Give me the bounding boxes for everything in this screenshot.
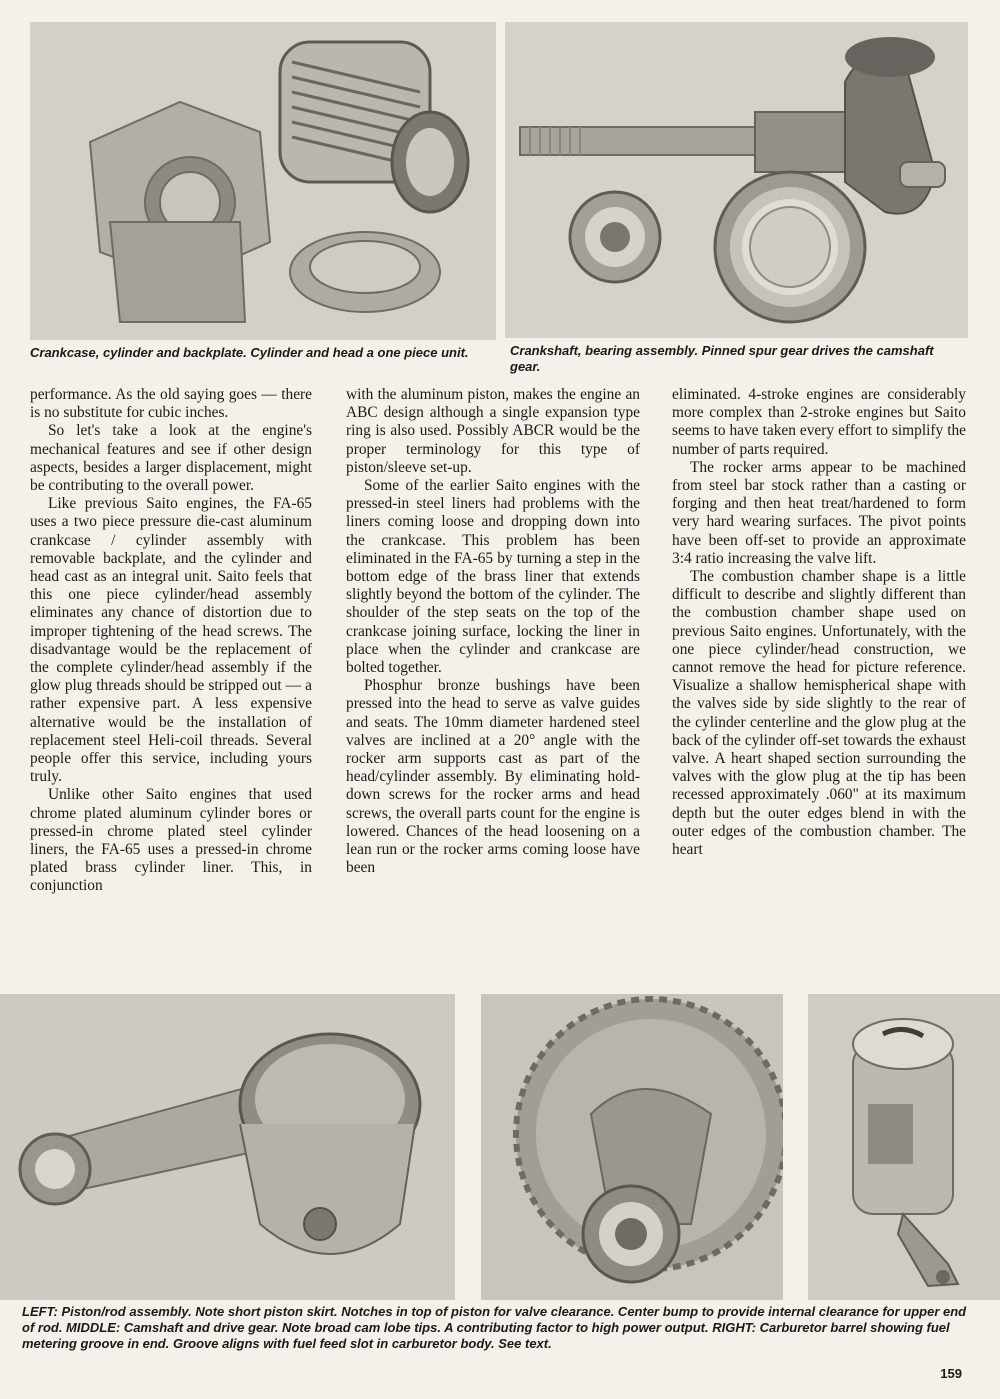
col1-paragraph-3: Like previous Saito engines, the FA-65 uses a two piece pressure die-cast aluminum crankcase / cylinder assembly with removable backplate, and the cylinder and head cast as an integral unit. Saito feels that this one piece cylinder/head assembly eliminates any chance of distortion due to improper tightening of the head screws. The disadvantage would be the replacement of the complete cylinder/head assembly if the glow plug threads should be stripped out — a rather expensive part. A less expensive alternative would be the installation of replacement steel Heli-coil threads. Several people offer this service, including yours truly.: [30, 495, 312, 786]
carburetor-barrel-image: [808, 994, 1000, 1300]
camshaft-gear-image: [481, 994, 783, 1300]
col3-paragraph-2: The rocker arms appear to be machined from steel bar stock rather than a casting or forging and then heat treat/hardened to form very hard wearing surfaces. The pivot points have been off-set to provide an approximate 3:4 ratio increasing the valve lift.: [672, 458, 966, 567]
col1-paragraph-1: performance. As the old saying goes — there is no substitute for cubic inches.: [30, 386, 312, 422]
caption-top-right: Crankshaft, bearing assembly. Pinned spur gear drives the camshaft gear.: [510, 343, 934, 374]
col1-paragraph-2: So let's take a look at the engine's mechanical features and see if other design aspects, besides a larger displacement, might be contributing to the overall power.: [30, 422, 312, 495]
col3-paragraph-1: eliminated. 4-stroke engines are considerably more complex than 2-stroke engines but Saito seems to have taken every effort to simplify the number of parts required.: [672, 386, 966, 458]
crankcase-cylinder-image: [30, 22, 496, 340]
text-column-2: [346, 386, 640, 877]
text-column-3: [672, 386, 966, 859]
caption-top-left: Crankcase, cylinder and backplate. Cylinder and head a one piece unit.: [30, 345, 469, 360]
col3-paragraph-3: The combustion chamber shape is a little difficult to describe and slightly different than the combustion chamber shape used on previous Saito engines. Unfortunately, with the one piece cylinder/head construction, we cannot remove the head for picture reference. Visualize a shallow hemispherical shape with the valves side by side slightly to the rear of the cylinder centerline and the glow plug at the back of the cylinder off-set towards the exhaust valve. A heart shaped section surrounding the valves with the glow plug at the tip has been recessed approximately .060" at its maximum depth but the outer edges blend in with the outer edges of the combustion chamber. The heart: [672, 568, 966, 859]
page-number: 159: [940, 1366, 962, 1381]
photo-piston-rod: [0, 994, 455, 1300]
caption-bottom: LEFT: Piston/rod assembly. Note short piston skirt. Notches in top of piston for valve clearance. Center bump to provide internal clearance for upper end of rod. MIDDLE: Camshaft and drive gear. Note broad cam lobe tips. A contributing factor to high power output. RIGHT: Carburetor barrel showing fuel metering groove in end. Groove aligns with fuel feed slot in carburetor body. See text.: [22, 1304, 967, 1351]
col1-paragraph-4: Unlike other Saito engines that used chrome plated aluminum cylinder bores or pressed-in chrome plated steel cylinder liners, the FA-65 uses a pressed-in chrome plated brass cylinder liner. This, in conjunction: [30, 786, 312, 895]
photo-crankcase-cylinder: [30, 22, 496, 340]
photo-crankshaft-bearing: [505, 22, 968, 338]
photo-camshaft-gear: [481, 994, 783, 1300]
col2-paragraph-2: Some of the earlier Saito engines with the pressed-in steel liners had problems with the liners coming loose and dropping down into the crankcase. This problem has been eliminated in the FA-65 by turning a step in the bottom edge of the brass liner that extends slightly beyond the bottom of the cylinder. The shoulder of the step seats on the top of the crankcase joining surface, locking the liner in place when the cylinder and crankcase are bolted together.: [346, 477, 640, 677]
col2-paragraph-3: Phosphur bronze bushings have been pressed into the head to serve as valve guides and seats. The 10mm diameter hardened steel valves are inclined at a 20° angle with the rocker arm supports cast as part of the head/cylinder assembly. By eliminating hold-down screws for the rocker arms and head screws, the overall parts count for the engine is lowered. Chances of the head loosening on a lean run or the rocker arms coming loose have been: [346, 677, 640, 877]
text-column-1: [30, 386, 312, 896]
col2-paragraph-1: with the aluminum piston, makes the engine an ABC design although a single expansion type ring is also used. Possibly ABCR would be the proper terminology for this type of piston/sleeve set-up.: [346, 386, 640, 476]
photo-carburetor-barrel: [808, 994, 1000, 1300]
crankshaft-bearing-image: [505, 22, 968, 338]
piston-rod-image: [0, 994, 455, 1300]
